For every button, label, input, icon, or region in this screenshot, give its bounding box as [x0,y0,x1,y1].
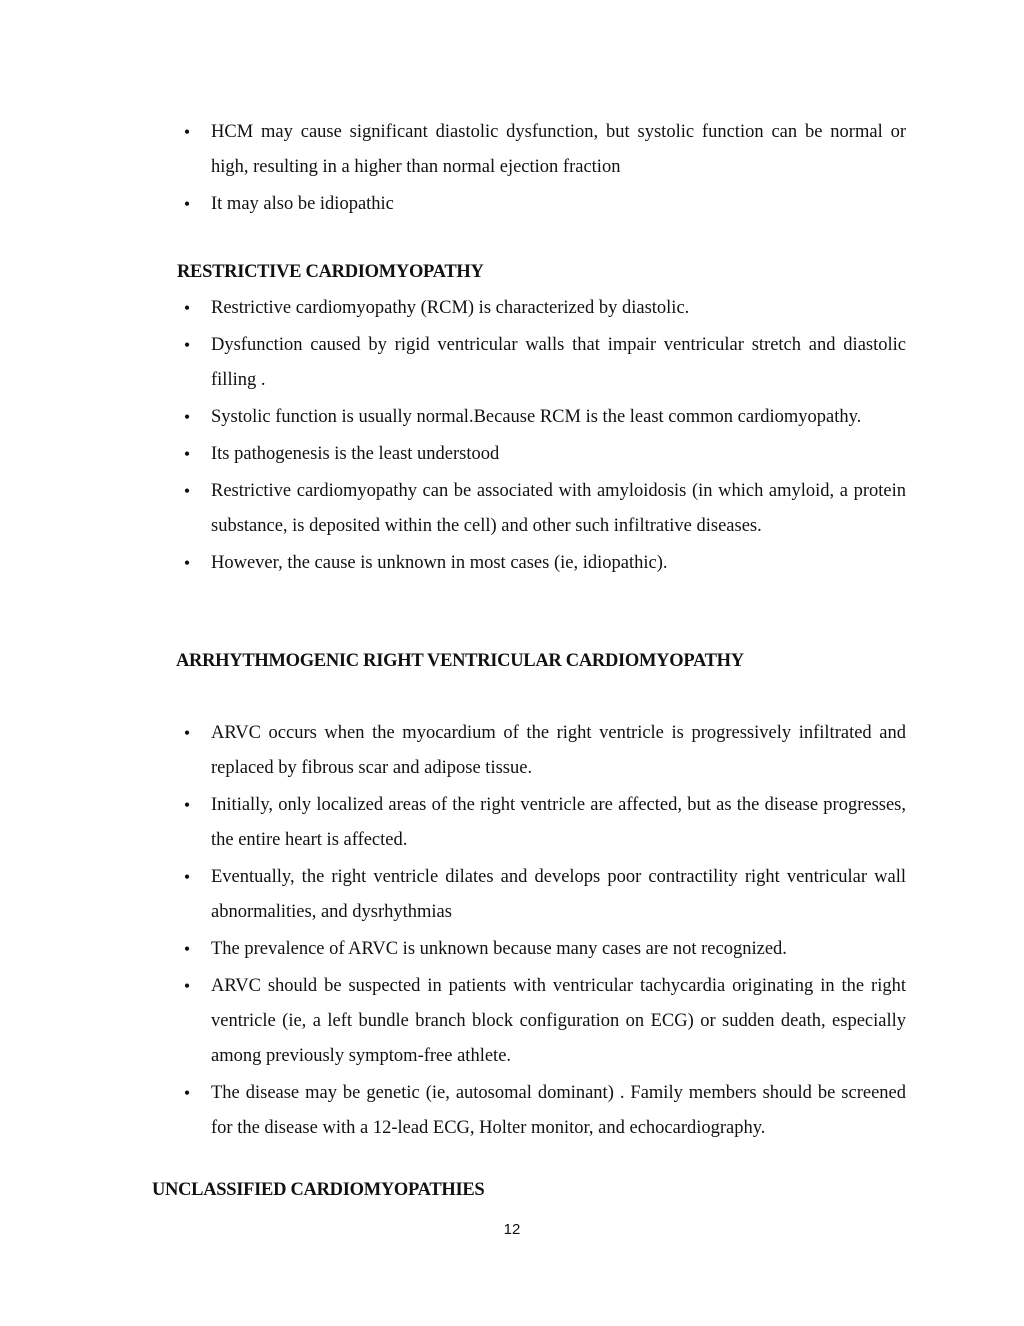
bullet-icon: • [183,976,191,996]
bullet-icon: • [183,795,191,815]
bullet-icon: • [183,939,191,959]
list-item [180,788,906,858]
list-item-text: HCM may cause significant diastolic dysfunction, but systolic function can be normal or high, resulting in a higher than normal ejection fraction [211,122,906,177]
list-item [180,474,906,544]
bullet-icon: • [183,298,191,318]
bullet-icon: • [183,335,191,355]
arvc-heading: ARRHYTHMOGENIC RIGHT VENTRICULAR CARDIOMYOPATHY [176,651,744,671]
hcm-bullet-list [180,115,906,224]
list-item [180,400,906,435]
arvc-bullet-list [180,716,906,1148]
bullet-icon: • [183,407,191,427]
restrictive-bullet-list [180,291,906,583]
bullet-icon: • [183,553,191,573]
list-item [180,187,906,222]
list-item [180,969,906,1074]
list-item [180,437,906,472]
list-item [180,1076,906,1146]
list-item [180,291,906,326]
list-item-text: The prevalence of ARVC is unknown because many cases are not recognized. [211,939,787,959]
list-item-text: It may also be idiopathic [211,194,394,214]
list-item-text: Its pathogenesis is the least understood [211,444,500,464]
bullet-icon: • [183,194,191,214]
list-item-text: Restrictive cardiomyopathy (RCM) is characterized by diastolic. [211,298,690,318]
bullet-icon: • [183,444,191,464]
page-number: 12 [503,1221,521,1238]
list-item-text: The disease may be genetic (ie, autosomal dominant) . Family members should be screened for the disease with a 12-lead ECG, Holter monitor, and echocardiography. [211,1083,906,1138]
list-item-text: Dysfunction caused by rigid ventricular walls that impair ventricular stretch and diastolic filling . [211,335,906,390]
list-item-text: ARVC should be suspected in patients with ventricular tachycardia originating in the right ventricle (ie, a left bundle branch block configuration on ECG) or sudden death, especially among previously symptom-free athlete. [211,976,906,1066]
list-item-text: Eventually, the right ventricle dilates and develops poor contractility right ventricular wall abnormalities, and dysrhythmias [211,867,906,922]
bullet-icon: • [183,1083,191,1103]
list-item-text: Restrictive cardiomyopathy can be associated with amyloidosis (in which amyloid, a protein substance, is deposited within the cell) and other such infiltrative diseases. [211,481,906,536]
list-item-text: ARVC occurs when the myocardium of the right ventricle is progressively infiltrated and replaced by fibrous scar and adipose tissue. [211,723,906,778]
unclassified-heading: UNCLASSIFIED CARDIOMYOPATHIES [152,1180,485,1200]
bullet-icon: • [183,481,191,501]
list-item-text: However, the cause is unknown in most cases (ie, idiopathic). [211,553,668,573]
list-item [180,860,906,930]
bullet-icon: • [183,723,191,743]
restrictive-heading: RESTRICTIVE CARDIOMYOPATHY [177,262,484,282]
list-item [180,932,906,967]
list-item [180,546,906,581]
bullet-icon: • [183,867,191,887]
list-item-text: Initially, only localized areas of the right ventricle are affected, but as the disease progresses, the entire heart is affected. [211,795,906,850]
list-item [180,328,906,398]
bullet-icon: • [183,122,191,142]
list-item [180,115,906,185]
list-item [180,716,906,786]
list-item-text: Systolic function is usually normal.Because RCM is the least common cardiomyopathy. [211,407,862,427]
